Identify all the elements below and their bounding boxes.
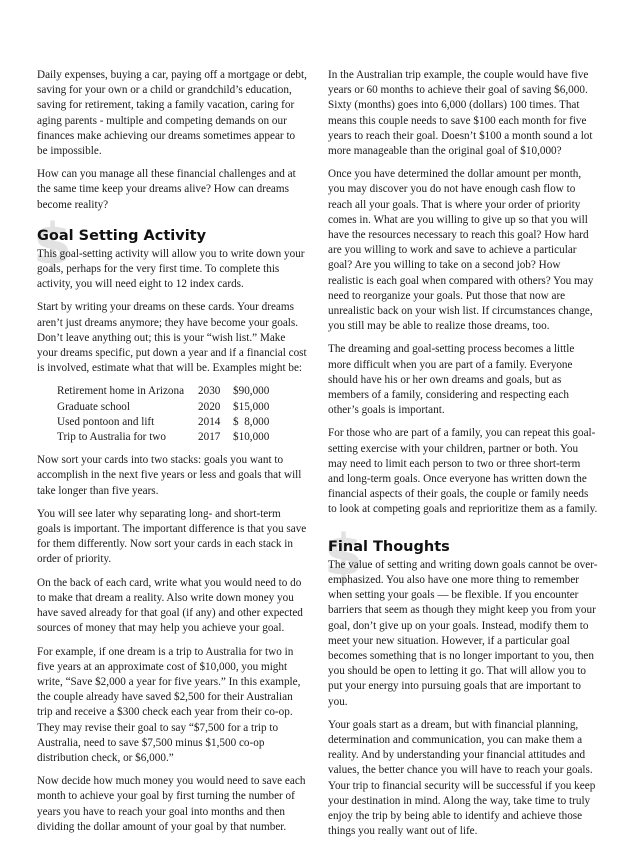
example-year: 2030 (198, 385, 221, 398)
goal-setting-paragraph-2: Start by writing your dreams on these cards. Your dreams aren’t just dreams anymore; they have become your goals. Don’t leave anything out; this is your “wish list.” Make your dreams specific, put down a year and if a financial cost is involved, estimate what that will be. Examples might be: (37, 301, 307, 375)
example-goal: Graduate school (57, 400, 131, 413)
final-thoughts-heading: Final Thoughts (328, 538, 450, 555)
goal-setting-paragraph-4: You will see later why separating long- and short-term goals is important. The important difference is that you save for them differently. Now sort your cards in each stack in order of priority. (37, 507, 307, 566)
example-amount: $15,000 (233, 400, 270, 413)
example-goal: Used pontoon and lift (57, 415, 155, 428)
goal-setting-paragraph-3: Now sort your cards into two stacks: goals you want to accomplish in the next five years or less and goals that will take longer than five years. (37, 454, 302, 497)
example-year: 2020 (198, 400, 221, 413)
goal-setting-paragraph-5: On the back of each card, write what you would need to do to make that dream a reality. Also write down money you have saved already for that goal (if any) and other expected sources of money that may help you achieve your goal. (37, 576, 303, 635)
right-column (324, 68, 598, 847)
right-paragraph-3: The dreaming and goal-setting process becomes a little more difficult when you are part of a family. Everyone should have his or her own dreams and goals, but as members of a family, considering and respecting each other’s goals is important. (328, 343, 575, 417)
goal-setting-paragraph-7: Now decide how much money you would need to save each month to achieve your goal by first turning the number of years you have to reach your goal into months and then dividing the dollar amount of your goal by that number. (37, 775, 306, 833)
example-goals-table (57, 384, 293, 445)
example-amount: $10,000 (233, 431, 270, 444)
example-goal: Trip to Australia for two (57, 431, 166, 444)
right-paragraph-2: Once you have determined the dollar amount per month, you may discover you do not have enough cash flow to reach all your goals. That is where your order of priority comes in. What are you willing to give up so that you will have the resources necessary to reach this goal? How hard are you willing to work and save to achieve a particular goal? Are you willing to take on a second job? How realistic is each goal when compared with others? You may need to reorganize your goals. Put those that now are unrealistic back on your wish list. If circumstances change, you still may be able to realize those dreams, too. (328, 168, 594, 333)
goal-setting-paragraph-6: For example, if one dream is a trip to Australia for two in five years at an approximate cost of $10,000, you might write, “Save $2,000 a year for five years.” In this example, the couple already have saved $2,500 for their Australian trip and receive a $300 check each year from their co-op. They may revise their goal to say “$7,500 for a trip to Australia, need to save $7,500 minus $1,500 co-op distribution check, or $6,000.” (37, 645, 301, 764)
table-row (57, 400, 293, 415)
goal-setting-paragraph-1: This goal-setting activity will allow you to write down your goals, perhaps for the very first time. To complete this activity, you will need eight to 12 index cards. (37, 247, 305, 291)
example-year: 2017 (198, 431, 221, 444)
intro-paragraph-1: Daily expenses, buying a car, paying off a mortgage or debt, saving for your own or a child or grandchild’s education, saving for retirement, taking a family vacation, caring for aging parents - multiple and competing demands on our finances make achieving our dreams sometimes appear to be impossible. (37, 69, 307, 158)
example-year: 2014 (198, 415, 221, 428)
left-column (33, 68, 307, 843)
goal-setting-heading: Goal Setting Activity (37, 227, 207, 244)
example-amount: $90,000 (233, 385, 270, 398)
goal-setting-section (33, 211, 307, 835)
final-thoughts-paragraph-1: The value of setting and writing down goals cannot be over-emphasized. You also have one more thing to remember when setting your goals — be flexible. If you encounter barriers that seem as though they might keep you from your goal, don’t give up on your goals. Instead, modify them to meet your new situation. However, if a particular goal becomes something that is no longer important to you, then you should be open to letting it go. That will allow you to put your energy into pursuing goals that are important to you. (328, 558, 598, 708)
final-thoughts-paragraph-2: Your goals start as a dream, but with financial planning, determination and communication, you can make them a reality. And by understanding your financial attitudes and values, the better chance you will have to reach your goals. Your trip to financial security will be successful if you keep your destination in mind. Along the way, take time to truly enjoy the trip by being able to identify and achieve those things you really want out of life. (328, 718, 596, 838)
dollar-sign-icon: $ (33, 211, 72, 277)
right-paragraph-1: In the Australian trip example, the couple would have five years or 60 months to achieve their goal of saving $6,000. Sixty (months) goes into 6,000 (dollars) 100 times. That means this couple needs to save $100 each month for five years to reach their goal. Doesn’t $100 a month sound a lot more manageable than the original goal of $10,000? (328, 69, 593, 158)
right-paragraph-4: For those who are part of a family, you can repeat this goal-setting exercise with your children, partner or both. You may need to limit each person to two or three short-term and long-term goals. Once everyone has written down the financial aspects of their goals, the couple or family needs to look at competing goals and reprioritize them as a family. (328, 427, 598, 516)
example-goal: Retirement home in Arizona (57, 385, 185, 398)
example-amount: $ 8,000 (233, 415, 270, 428)
intro-paragraph-2: How can you manage all these financial challenges and at the same time keep your dreams alive? How can dreams become reality? (37, 168, 296, 211)
table-row (57, 430, 293, 445)
dollar-sign-icon: $ (324, 522, 363, 588)
final-thoughts-section (324, 522, 598, 840)
table-row (57, 415, 293, 430)
table-row (57, 384, 293, 399)
